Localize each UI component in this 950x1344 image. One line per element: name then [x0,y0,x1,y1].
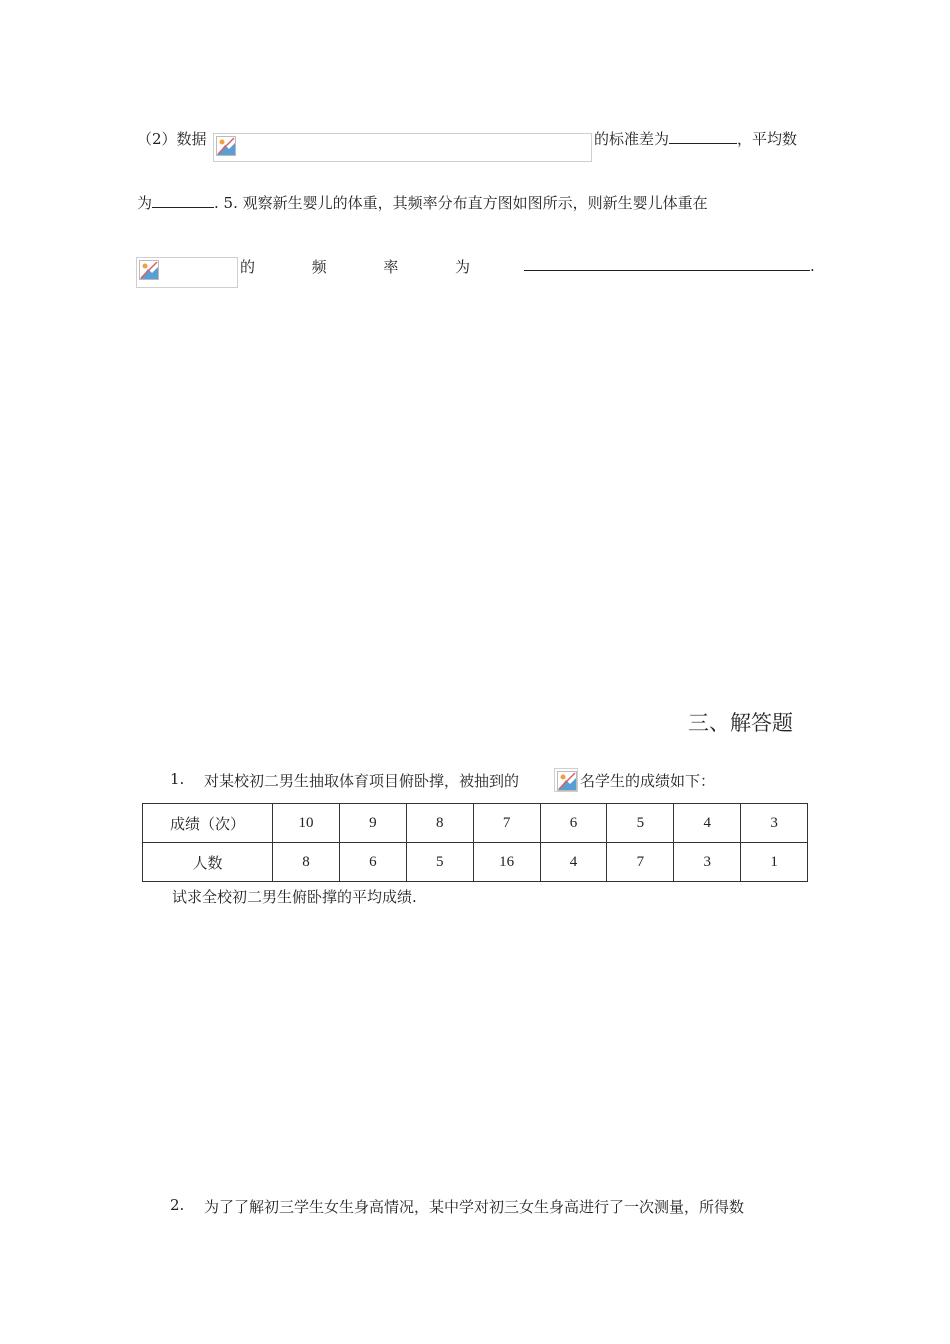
score-table [142,803,808,882]
table-cell: 16 [473,843,540,882]
spread-char: 为 [454,258,470,276]
problem1-question: 试求全校初二男生俯卧撑的平均成绩. [172,888,417,906]
problem1-number: 1. [170,770,185,788]
problem1-text-after: 名学生的成绩如下： [580,772,716,790]
table-cell: 5 [406,843,473,882]
q2-line2: 为 . 5. 观察新生婴儿的体重，其频率分布直方图如图所示，则新生婴儿体重在 [137,194,708,212]
table-cell: 7 [607,843,674,882]
answer-blank-mean[interactable] [152,193,214,208]
table-row-scores [143,804,808,843]
table-cell: 9 [339,804,406,843]
spread-char: 率 [383,258,399,276]
problem1-text-before: 对某校初二男生抽取体育项目俯卧撑，被抽到的 [204,772,520,790]
section-heading: 三、解答题 [688,711,793,735]
problem2-number: 2. [170,1196,185,1214]
table-cell: 4 [540,843,607,882]
table-cell: 3 [741,804,808,843]
row-header-scores: 成绩（次） [143,804,273,843]
answer-blank-frequency[interactable] [524,256,810,271]
q2-std-dev-label: 的标准差为 ，平均数 [594,130,798,148]
table-cell: 8 [273,843,340,882]
broken-image-icon [216,136,236,156]
table-cell: 8 [406,804,473,843]
table-cell: 7 [473,804,540,843]
weight-range-image-placeholder [136,257,238,288]
formula-image-placeholder [213,133,592,162]
table-row-counts [143,843,808,882]
spread-char: 频 [311,258,327,276]
q2-prefix: （2）数据 [137,130,207,148]
sample-size-image-placeholder [554,768,578,792]
table-cell: 10 [273,804,340,843]
table-cell: 5 [607,804,674,843]
table-cell: 1 [741,843,808,882]
table-cell: 6 [339,843,406,882]
answer-blank-std-dev[interactable] [669,129,737,144]
spread-char: 的 [240,258,256,276]
table-cell: 6 [540,804,607,843]
row-header-counts: 人数 [143,843,273,882]
q2-line3-spread-text [240,256,470,277]
table-cell: 4 [674,804,741,843]
broken-image-icon [557,771,577,791]
q2-line3-answer: . [524,256,815,275]
problem2-text: 为了了解初三学生女生身高情况，某中学对初三女生身高进行了一次测量，所得数 [204,1198,745,1216]
table-cell: 3 [674,843,741,882]
broken-image-icon [139,260,159,280]
